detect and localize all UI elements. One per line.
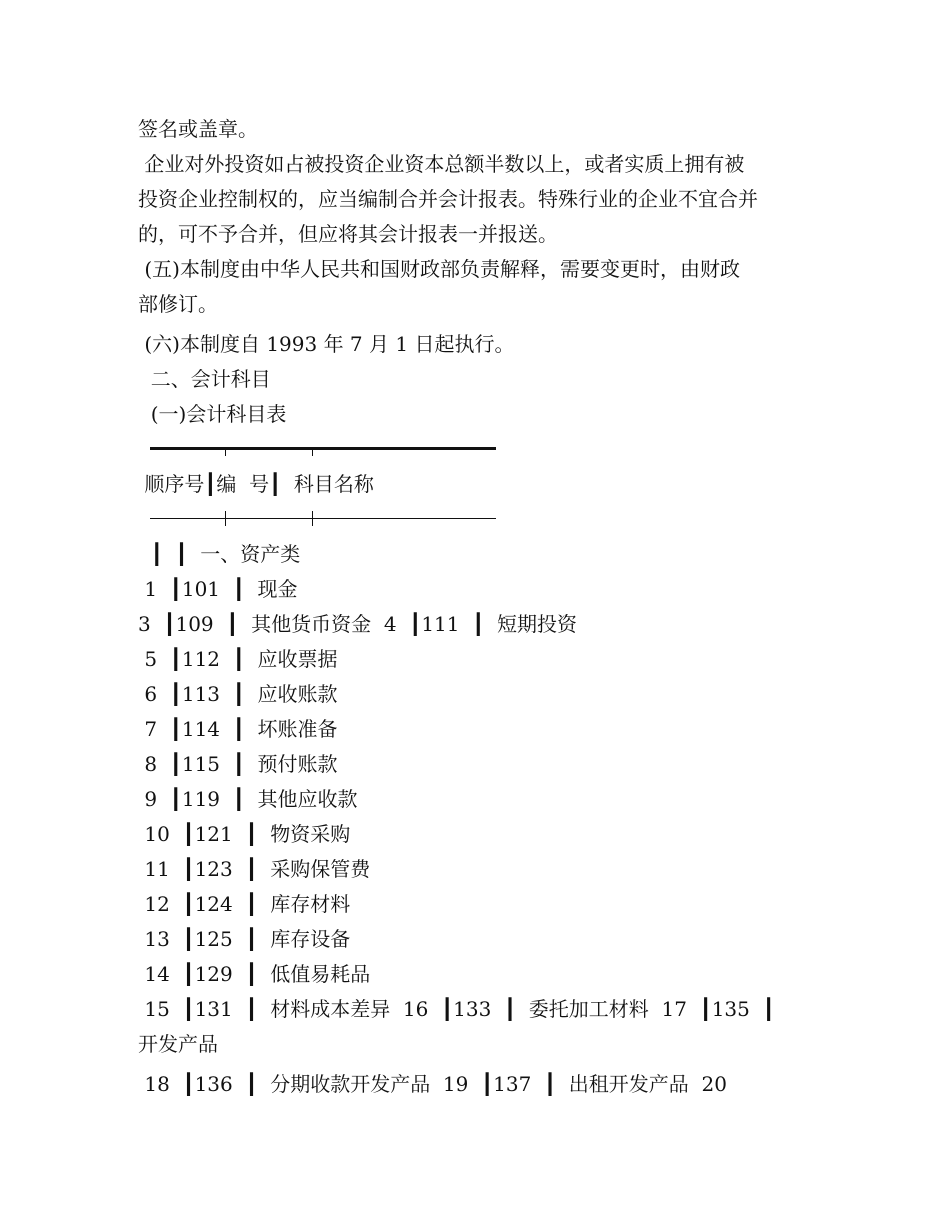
text-line: 企业对外投资如占被投资企业资本总额半数以上，或者实质上拥有被 bbox=[138, 152, 745, 176]
table-header: 顺序号┃编 号┃ 科目名称 bbox=[138, 472, 374, 496]
table-top-rule bbox=[150, 447, 496, 450]
table-row: 10 ┃121 ┃ 物资采购 bbox=[138, 822, 351, 846]
table-column-tick bbox=[225, 447, 226, 456]
table-row: 12 ┃124 ┃ 库存材料 bbox=[138, 892, 351, 916]
table-row: 9 ┃119 ┃ 其他应收款 bbox=[138, 787, 358, 811]
table-row: 6 ┃113 ┃ 应收账款 bbox=[138, 682, 338, 706]
text-line: 部修订。 bbox=[138, 292, 218, 316]
table-row: 14 ┃129 ┃ 低值易耗品 bbox=[138, 962, 371, 986]
table-row: ┃ ┃ 一、资产类 bbox=[138, 542, 301, 566]
text-line: (五)本制度由中华人民共和国财政部负责解释，需要变更时，由财政 bbox=[138, 257, 740, 281]
text-line: 投资企业控制权的，应当编制合并会计报表。特殊行业的企业不宜合并 bbox=[138, 187, 758, 211]
table-column-tick bbox=[225, 511, 226, 526]
subsection-heading: (一)会计科目表 bbox=[138, 402, 287, 426]
table-column-tick bbox=[312, 447, 313, 456]
table-row: 开发产品 bbox=[138, 1032, 218, 1056]
table-column-tick bbox=[312, 511, 313, 526]
table-row: 1 ┃101 ┃ 现金 bbox=[138, 577, 298, 601]
text-line: 的，可不予合并，但应将其会计报表一并报送。 bbox=[138, 222, 558, 246]
section-heading: 二、会计科目 bbox=[138, 367, 271, 391]
text-line: (六)本制度自 1993 年 7 月 1 日起执行。 bbox=[138, 332, 515, 356]
table-row: 8 ┃115 ┃ 预付账款 bbox=[138, 752, 338, 776]
text-line: 签名或盖章。 bbox=[138, 117, 258, 141]
table-row: 15 ┃131 ┃ 材料成本差异 16 ┃133 ┃ 委托加工材料 17 ┃135 ┃ bbox=[138, 997, 775, 1021]
table-row: 18 ┃136 ┃ 分期收款开发产品 19 ┃137 ┃ 出租开发产品 20 bbox=[138, 1072, 727, 1096]
table-row: 5 ┃112 ┃ 应收票据 bbox=[138, 647, 338, 671]
table-row: 7 ┃114 ┃ 坏账准备 bbox=[138, 717, 338, 741]
table-row: 3 ┃109 ┃ 其他货币资金 4 ┃111 ┃ 短期投资 bbox=[138, 612, 577, 636]
table-row: 13 ┃125 ┃ 库存设备 bbox=[138, 927, 351, 951]
table-header-rule bbox=[150, 518, 496, 519]
table-row: 11 ┃123 ┃ 采购保管费 bbox=[138, 857, 371, 881]
